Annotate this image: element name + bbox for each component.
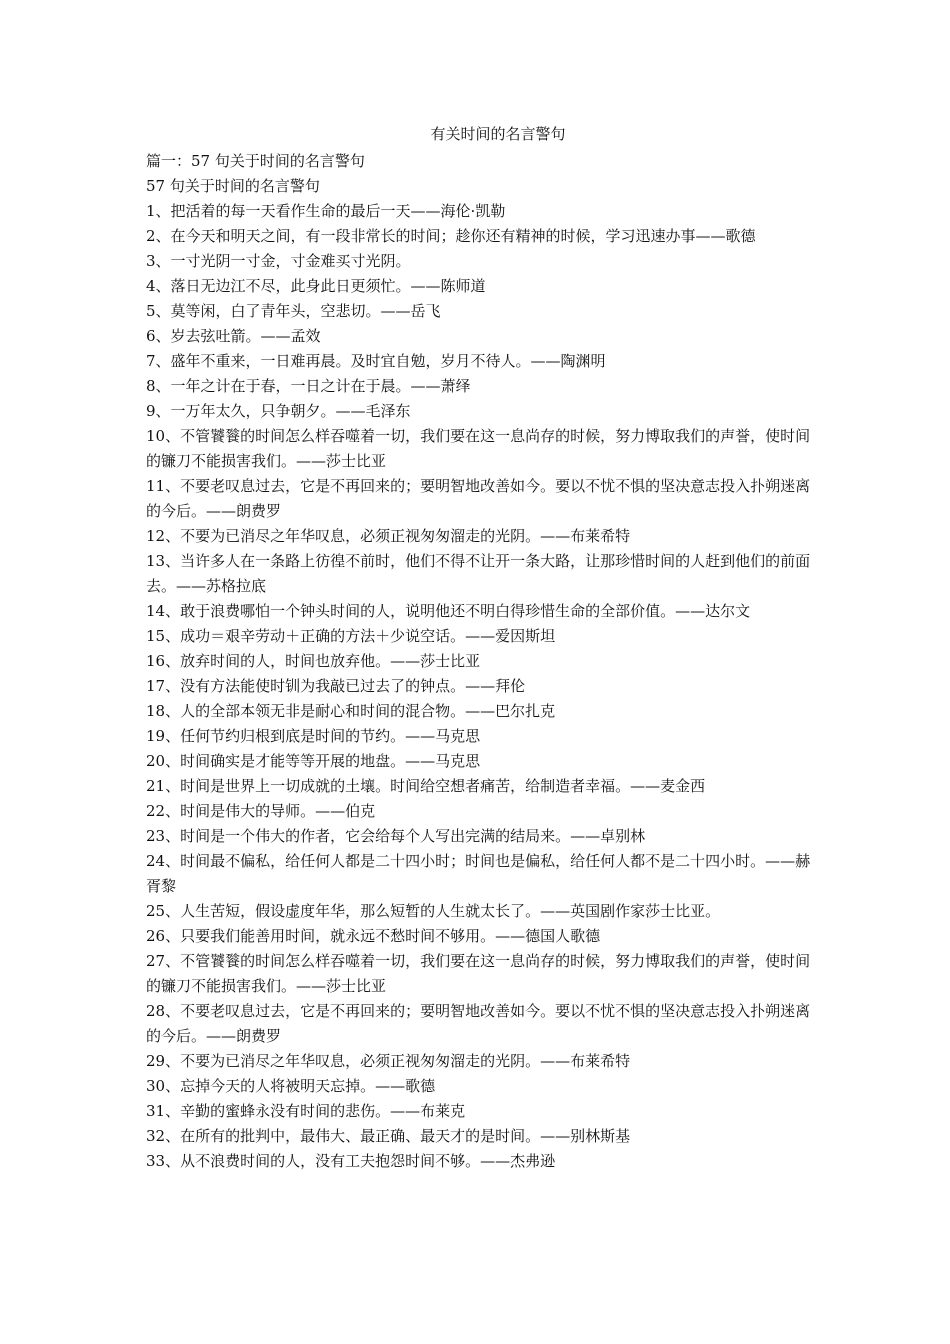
- quote-line: 23、时间是一个伟大的作者，它会给每个人写出完满的结局来。——卓别林: [146, 827, 646, 845]
- document-page: [146, 122, 812, 1174]
- quote-line: 15、成功＝艰辛劳动＋正确的方法＋少说空话。——爱因斯坦: [146, 627, 556, 645]
- quote-line: 31、辛勤的蜜蜂永没有时间的悲伤。——布莱克: [146, 1102, 466, 1120]
- quote-line: 1、把活着的每一天看作生命的最后一天——海伦·凯勒: [146, 202, 506, 220]
- quote-line: 4、落日无边江不尽，此身此日更须忙。——陈师道: [146, 277, 486, 295]
- quote-line: 20、时间确实是才能等等开展的地盘。——马克思: [146, 752, 481, 770]
- quote-line: 2、在今天和明天之间，有一段非常长的时间；趁你还有精神的时候，学习迅速办事——歌德: [146, 227, 756, 245]
- quote-line: 7、盛年不重来，一日难再晨。及时宜自勉，岁月不待人。——陶渊明: [146, 352, 606, 370]
- quote-line: 19、任何节约归根到底是时间的节约。——马克思: [146, 727, 481, 745]
- quote-line: 6、岁去弦吐箭。——孟效: [146, 327, 321, 345]
- quote-line: 14、敢于浪费哪怕一个钟头时间的人，说明他还不明白得珍惜生命的全部价值。——达尔文: [146, 602, 751, 620]
- quote-line: 11、不要老叹息过去，它是不再回来的；要明智地改善如今。要以不忧不惧的坚决意志投入扑朔迷离的今后。——朗费罗: [146, 477, 811, 520]
- quote-line: 13、当许多人在一条路上彷徨不前时，他们不得不让开一条大路，让那珍惜时间的人赶到他们的前面去。——苏格拉底: [146, 552, 811, 595]
- quote-line: 28、不要老叹息过去，它是不再回来的；要明智地改善如今。要以不忧不惧的坚决意志投入扑朔迷离的今后。——朗费罗: [146, 1002, 811, 1045]
- quote-line: 26、只要我们能善用时间，就永远不愁时间不够用。——德国人歌德: [146, 927, 601, 945]
- quote-line: 5、莫等闲，白了青年头，空悲切。——岳飞: [146, 302, 441, 320]
- quote-line: 18、人的全部本领无非是耐心和时间的混合物。——巴尔扎克: [146, 702, 556, 720]
- document-body: [146, 149, 812, 1174]
- quote-line: 32、在所有的批判中，最伟大、最正确、最天才的是时间。——别林斯基: [146, 1127, 631, 1145]
- quote-line: 21、时间是世界上一切成就的土壤。时间给空想者痛苦，给制造者幸福。——麦金西: [146, 777, 706, 795]
- quote-line: 10、不管饕餮的时间怎么样吞噬着一切，我们要在这一息尚存的时候，努力博取我们的声誉，使时间的镰刀不能损害我们。——莎士比亚: [146, 427, 811, 470]
- quote-line: 25、人生苦短，假设虚度年华，那么短暂的人生就太长了。——英国剧作家莎士比亚。: [146, 902, 721, 920]
- quote-line: 27、不管饕餮的时间怎么样吞噬着一切，我们要在这一息尚存的时候，努力博取我们的声誉，使时间的镰刀不能损害我们。——莎士比亚: [146, 952, 811, 995]
- quote-line: 33、从不浪费时间的人，没有工夫抱怨时间不够。——杰弗逊: [146, 1152, 556, 1170]
- section-heading: 篇一：57 句关于时间的名言警句: [146, 152, 365, 170]
- quote-line: 16、放弃时间的人，时间也放弃他。——莎士比亚: [146, 652, 481, 670]
- quote-line: 29、不要为已消尽之年华叹息，必须正视匆匆溜走的光阴。——布莱希特: [146, 1052, 631, 1070]
- document-title: 有关时间的名言警句: [430, 125, 566, 143]
- quote-line: 30、忘掉今天的人将被明天忘掉。——歌德: [146, 1077, 436, 1095]
- section-heading: 57 句关于时间的名言警句: [146, 177, 320, 195]
- quote-line: 8、一年之计在于春，一日之计在于晨。——萧绎: [146, 377, 471, 395]
- quote-line: 22、时间是伟大的导师。——伯克: [146, 802, 376, 820]
- quote-line: 9、一万年太久，只争朝夕。——毛泽东: [146, 402, 411, 420]
- quote-line: 17、没有方法能使时钏为我敲已过去了的钟点。——拜伦: [146, 677, 526, 695]
- quote-line: 3、一寸光阴一寸金，寸金难买寸光阴。: [146, 252, 411, 270]
- quote-line: 24、时间最不偏私，给任何人都是二十四小时；时间也是偏私，给任何人都不是二十四小时。——赫胥黎: [146, 852, 811, 895]
- quote-line: 12、不要为已消尽之年华叹息，必须正视匆匆溜走的光阴。——布莱希特: [146, 527, 631, 545]
